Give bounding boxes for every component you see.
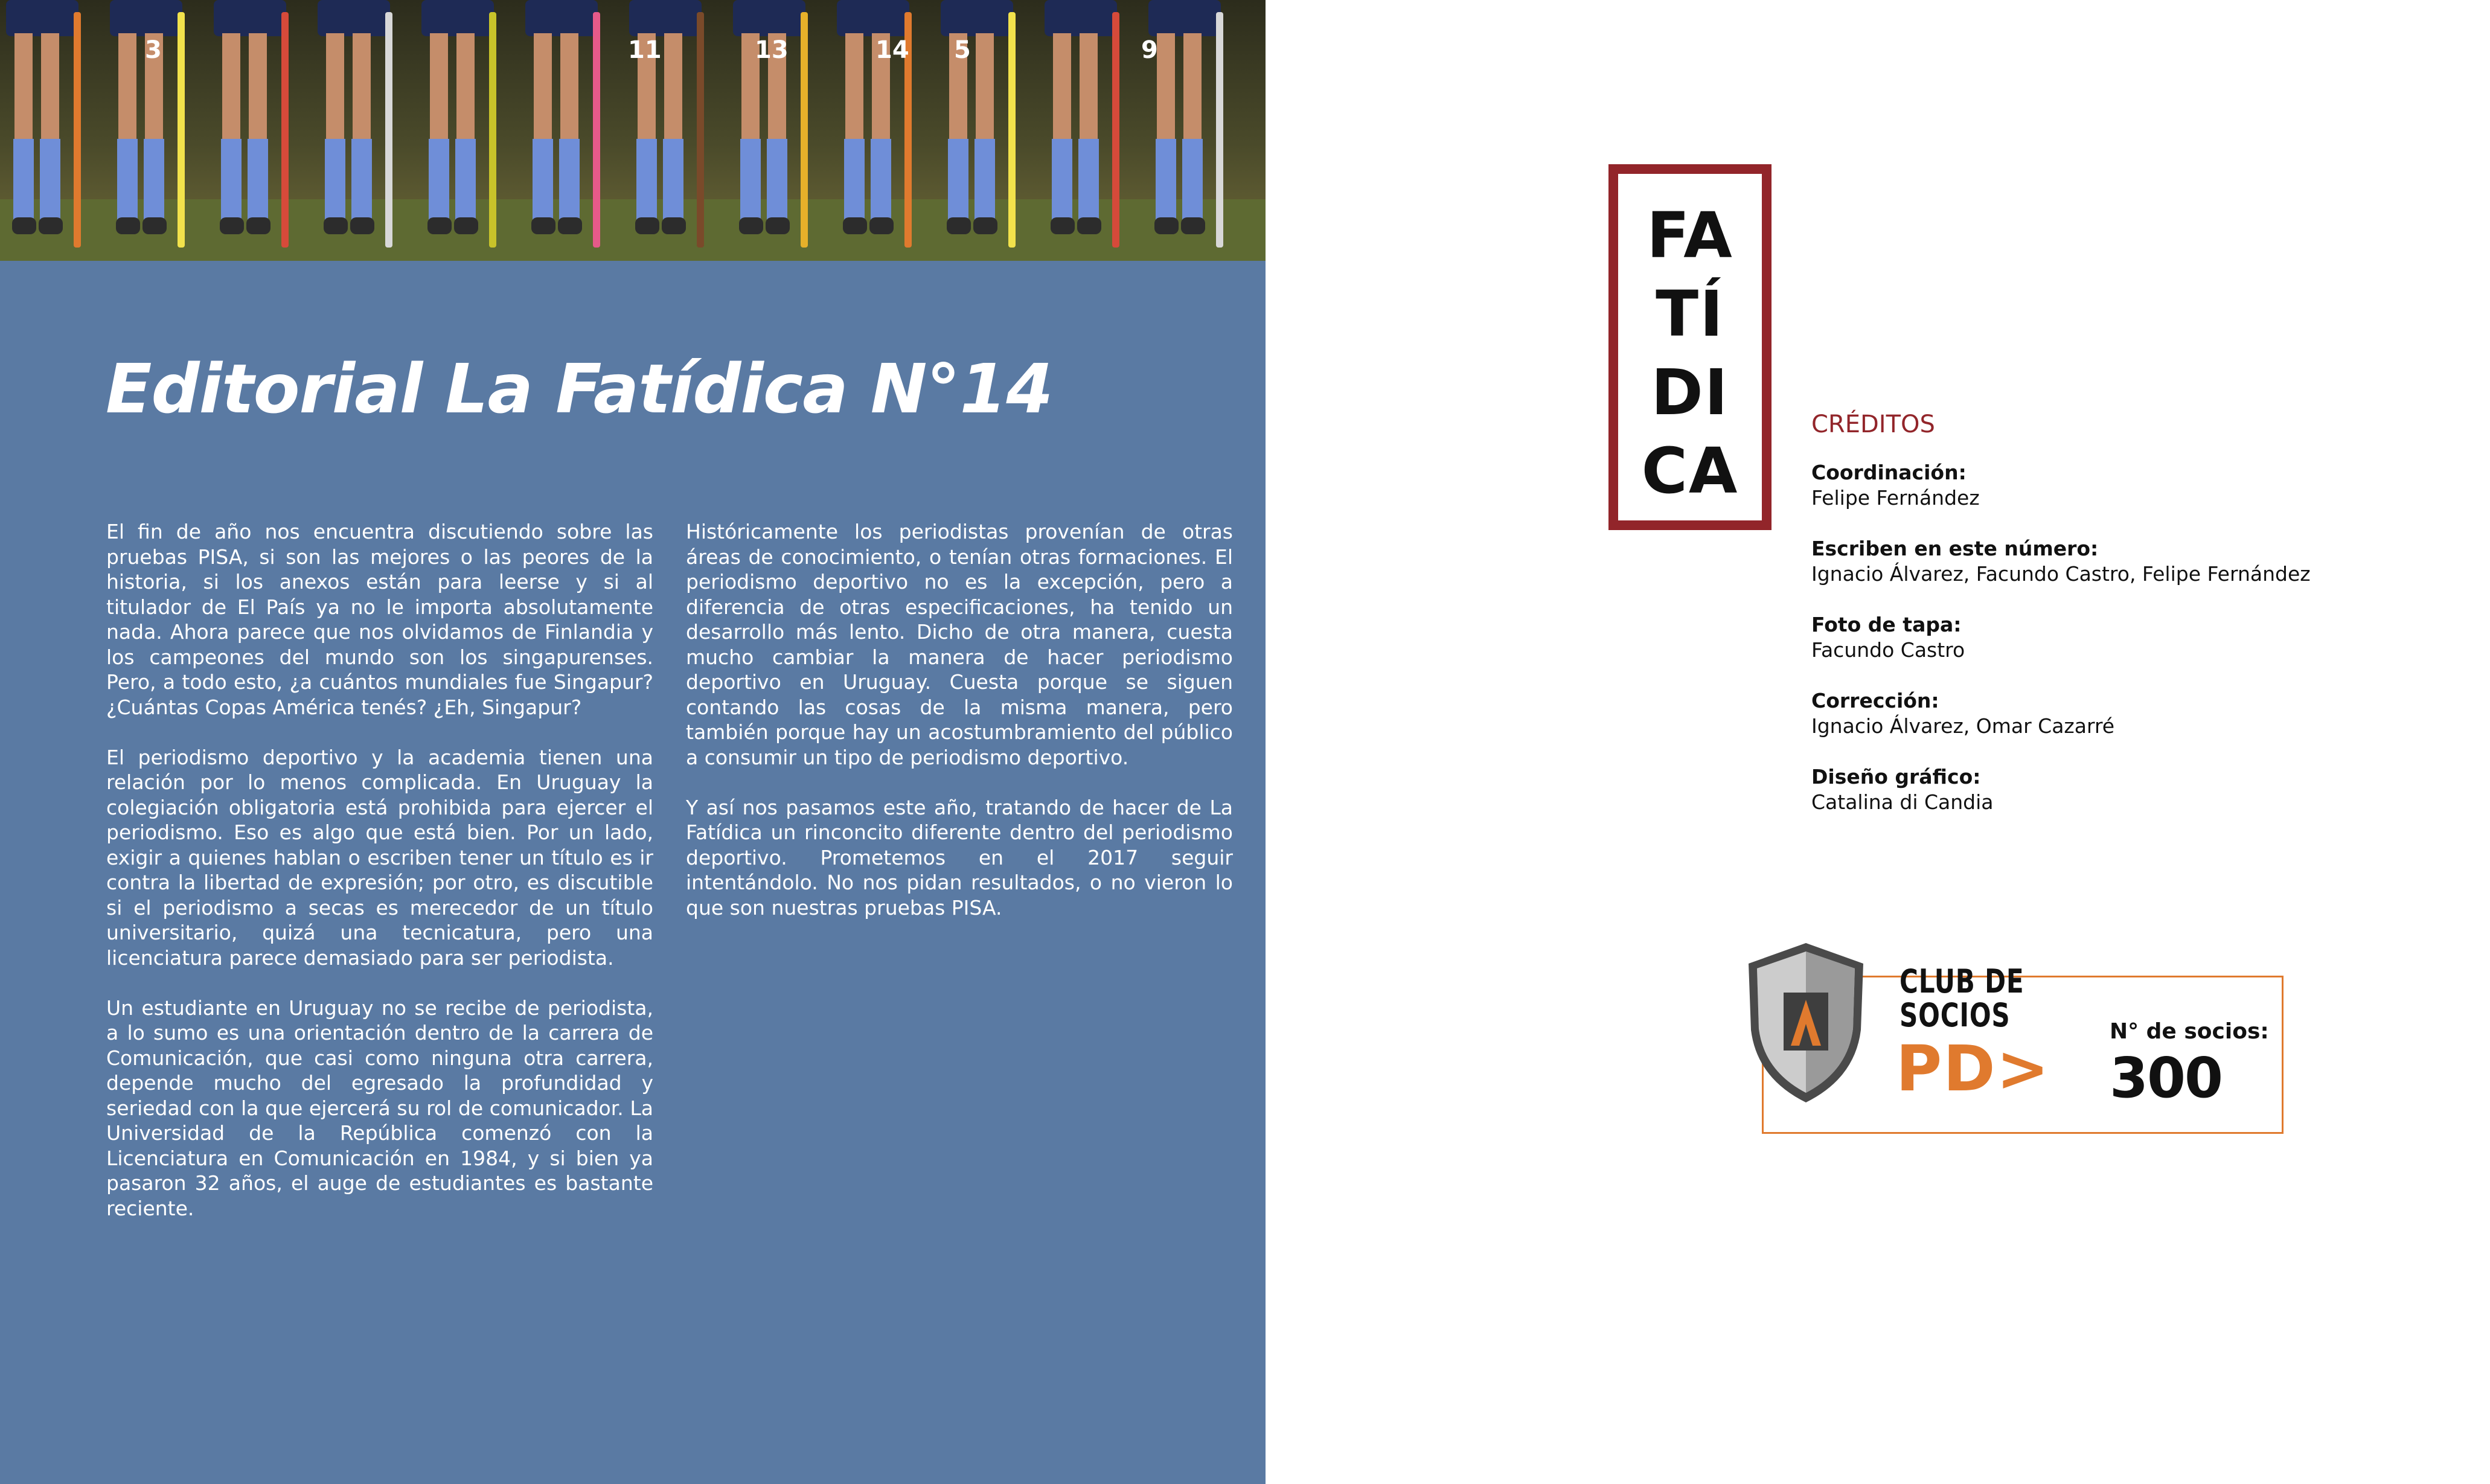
club-line1: CLUB DE [1900, 962, 2024, 1000]
hockey-stick [1112, 12, 1119, 248]
hockey-stick [281, 12, 289, 248]
members-count: 300 [2110, 1046, 2223, 1110]
credit-value: Ignacio Álvarez, Facundo Castro, Felipe Fernández [1811, 562, 2311, 586]
paragraph: El fin de año nos encuentra discutiendo sobre las pruebas PISA, si son las mejores o las peores de la historia, si los anexos están para leerse y si al titulador de El País ya no le importa absolutamente nada. Ahora parece que nos olvidamos de Finlandia y los campeones del mundo son los singapurenses. Pero, a todo esto, ¿a cuántos mundiales fue Singapur? ¿Cuántas Copas América tenés? ¿Eh, Singapur? [106, 520, 653, 719]
credit-item [1811, 460, 2311, 511]
hockey-stick [1008, 12, 1016, 248]
hockey-stick [1216, 12, 1223, 248]
jersey-number: 3 [145, 36, 162, 64]
jersey-number: 9 [1141, 36, 1158, 64]
paragraph: Y así nos pasamos este año, tratando de hacer de La Fatídica un rinconcito diferente dentro del periodismo deportivo. Prometemos en el 2017 seguir intentándolo. No nos pidan resultados, o no vieron lo que son nuestras pruebas PISA. [686, 795, 1233, 920]
credit-value: Ignacio Álvarez, Omar Cazarré [1811, 714, 2115, 738]
credit-label: Diseño gráfico: [1811, 765, 1981, 788]
hockey-stick [593, 12, 600, 248]
hockey-stick [697, 12, 704, 248]
hockey-stick [178, 12, 185, 248]
jersey-number: 11 [628, 36, 662, 64]
editorial-column-2 [686, 519, 1233, 945]
jersey-number: 14 [875, 36, 909, 64]
paragraph: Un estudiante en Uruguay no se recibe de periodista, a lo sumo es una orientación dentro de la carrera de Comunicación, que casi como ninguna otra carrera, depende mucho del egresado la profundidad y seriedad con la que ejercerá su rol de comunicador. La Universidad de la República comenzó con la Licenciatura en Comunicación en 1984, y si bien ya pasaron 32 años, el auge de estudiantes es bastante reciente. [106, 996, 653, 1220]
jersey-number: 13 [755, 36, 789, 64]
paragraph: El periodismo deportivo y la academia tienen una relación por lo menos complicada. En Uruguay la colegiación obligatoria está prohibida para ejercer el periodismo. Eso es algo que está bien. Por un lado, exigir a quienes hablan o escriben tener un título es ir contra la libertad de expresión; por otro, es discutible si el periodismo a secas es merecedor de un título universitario, quizá una tecnicatura, pero una licenciatura parece demasiado para ser periodista. [106, 745, 653, 970]
credit-label: Coordinación: [1811, 461, 1967, 484]
credit-value: Facundo Castro [1811, 638, 1965, 662]
credit-item [1811, 764, 2311, 815]
logo-line: TÍ [1656, 277, 1724, 351]
members-label: N° de socios: [2110, 1019, 2269, 1044]
credit-value: Felipe Fernández [1811, 486, 1980, 510]
credit-label: Corrección: [1811, 689, 1939, 712]
logo-line: DI [1651, 356, 1729, 429]
logo-line: CA [1641, 434, 1739, 508]
club-brand: PD> [1896, 1032, 2050, 1105]
credit-item [1811, 536, 2311, 587]
editorial-title: Editorial La Fatídica N°14 [106, 350, 1053, 429]
credits-title: CRÉDITOS [1811, 411, 1935, 438]
hockey-stick [489, 12, 496, 248]
credit-value: Catalina di Candia [1811, 790, 1994, 814]
club-heading [1900, 962, 2024, 1034]
fatidica-logo [1608, 164, 1771, 530]
hockey-stick [74, 12, 81, 248]
club-line2: SOCIOS [1900, 996, 2011, 1034]
credit-item [1811, 612, 2311, 663]
hockey-players-illustration [0, 0, 1266, 261]
cover-photo [0, 0, 1266, 261]
jersey-number: 5 [954, 36, 971, 64]
shield-icon [1743, 939, 1869, 1106]
hockey-stick [801, 12, 808, 248]
editorial-column-1 [106, 519, 653, 1246]
logo-line: FA [1647, 199, 1733, 272]
credits-section [1811, 411, 2311, 840]
paragraph: Históricamente los periodistas provenían de otras áreas de conocimiento, o tenían otras formaciones. El periodismo deportivo no es la excepción, pero a diferencia de otras especificaciones, ha tenido un desarrollo más lento. Dicho de otra manera, cuesta mucho cambiar la manera de hacer periodismo deportivo en Uruguay. Cuesta porque se siguen contando las cosas de la misma manera, pero también porque hay un acostumbramiento del público a consumir un tipo de periodismo deportivo. [686, 520, 1233, 769]
hockey-stick [385, 12, 392, 248]
credit-item [1811, 688, 2311, 739]
credit-label: Escriben en este número: [1811, 537, 2099, 560]
credit-label: Foto de tapa: [1811, 613, 1962, 636]
